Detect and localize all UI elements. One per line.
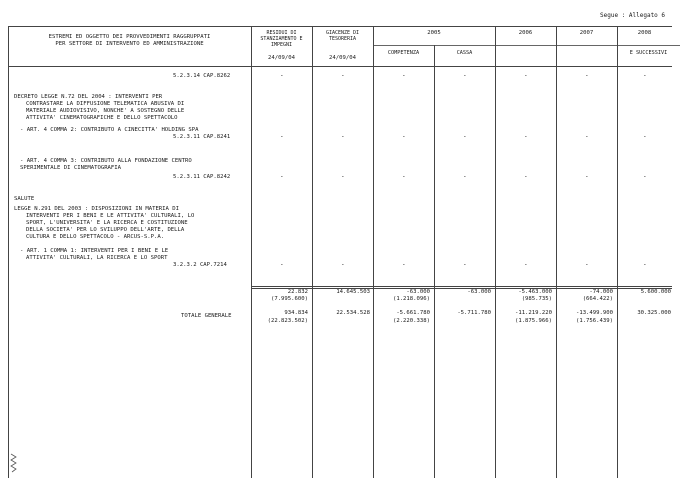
- header-giacenze-line2: TESORERIA: [328, 36, 357, 42]
- entry-legge291-line3: SPORT, L'UNIVERSITA' E LA RICERCA E COSTITUZIONE: [26, 220, 188, 226]
- entry-salute: SALUTE: [14, 196, 35, 202]
- totale-cassa: -5.711.780: [457, 310, 491, 316]
- dash-cell: -: [643, 133, 647, 140]
- header-year-2008: 2008: [637, 30, 652, 36]
- subtotal-residui-paren: (7.995.600): [270, 296, 308, 302]
- totale-label: TOTALE GENERALE: [181, 313, 232, 319]
- entry-legge291-line4: DELLA SOCIETA' PER LO SVILUPPO DELL'ARTE, DELLA: [26, 227, 185, 233]
- dash-cell: -: [463, 173, 467, 180]
- totale-2006: -11.219.220: [514, 310, 552, 316]
- dash-cell: -: [463, 72, 467, 79]
- totale-2006-paren: (1.875.966): [514, 318, 552, 324]
- entry-decreto-line3: MATERIALE AUDIOVISIVO, NONCHE' A SOSTEGNO DELLE: [26, 108, 185, 114]
- header-year-2005: 2005: [427, 30, 441, 36]
- subtotal-competenza-paren: (1.218.096): [392, 296, 430, 302]
- subtotal-2007-paren: (664.422): [582, 296, 613, 302]
- dash-cell: -: [402, 173, 406, 180]
- dash-cell: -: [585, 261, 589, 268]
- header-giacenze-date: 24/09/04: [329, 55, 356, 61]
- entry-art1-comma1-line2: ATTIVITA' CULTURALI, LA RICERCA E LO SPORT: [26, 255, 168, 261]
- entry-cap8262: 5.2.3.14 CAP.8262: [173, 73, 231, 79]
- header-main-line1: ESTREMI ED OGGETTO DEI PROVVEDIMENTI RAGGRUPPATI: [48, 34, 211, 40]
- entry-art4-comma3-line1: - ART. 4 COMMA 3: CONTRIBUTO ALLA FONDAZIONE CENTRO: [20, 158, 192, 164]
- subtotal-2007: -74.000: [589, 289, 613, 295]
- dash-cell: -: [341, 72, 345, 79]
- header-giacenze-line1: GIACENZE DI: [325, 30, 360, 36]
- header-cassa: CASSA: [456, 50, 473, 56]
- header-year-2006: 2006: [518, 30, 533, 36]
- dash-cell: -: [463, 133, 467, 140]
- dash-cell: -: [280, 133, 284, 140]
- totale-competenza-paren: (2.220.338): [392, 318, 430, 324]
- dash-cell: -: [280, 173, 284, 180]
- dash-cell: -: [402, 133, 406, 140]
- entry-decreto-line1: DECRETO LEGGE N.72 DEL 2004 : INTERVENTI PER: [14, 94, 163, 100]
- dash-cell: -: [341, 133, 345, 140]
- margin-scribble-icon: [9, 452, 19, 474]
- subtotal-giacenze: 14.645.503: [336, 289, 370, 295]
- subtotal-2006: -5.463.000: [518, 289, 552, 295]
- entry-art4-comma3-line2: SPERIMENTALE DI CINEMATOGRAFIA: [20, 165, 122, 171]
- entry-legge291-line2: INTERVENTI PER I BENI E LE ATTIVITA' CULTURALI, LO: [26, 213, 195, 219]
- header-e-successivi: E SUCCESSIVI: [629, 50, 668, 56]
- header-main-line2: PER SETTORE DI INTERVENTO ED AMMINISTRAZIONE: [55, 41, 204, 47]
- subtotal-cassa: -63.000: [467, 289, 491, 295]
- entry-cap8241: 5.2.3.11 CAP.8241: [173, 134, 231, 140]
- top-note: Segue : Allegato 6: [600, 12, 666, 19]
- dash-cell: -: [463, 261, 467, 268]
- dash-cell: -: [341, 261, 345, 268]
- entry-decreto-line2: CONTRASTARE LA DIFFUSIONE TELEMATICA ABUSIVA DI: [26, 101, 185, 107]
- dash-cell: -: [524, 173, 528, 180]
- totale-residui-paren: (22.823.502): [267, 318, 308, 324]
- entry-cap8242: 5.2.3.11 CAP.8242: [173, 174, 231, 180]
- dash-cell: -: [402, 261, 406, 268]
- totale-2007: -13.499.900: [575, 310, 613, 316]
- entry-cap7214: 3.2.3.2 CAP.7214: [173, 262, 227, 268]
- totale-competenza: -5.661.780: [396, 310, 430, 316]
- subtotal-2008: 5.600.000: [640, 289, 671, 295]
- header-competenza: COMPETENZA: [387, 50, 420, 56]
- totale-2008: 30.325.000: [637, 310, 671, 316]
- header-residui-line2: STANZIAMENTO E: [260, 36, 303, 42]
- entry-art1-comma1-line1: - ART. 1 COMMA 1: INTERVENTI PER I BENI E LE: [20, 248, 169, 254]
- totale-residui: 934.834: [284, 310, 308, 316]
- totale-giacenze: 22.534.528: [336, 310, 370, 316]
- dash-cell: -: [402, 72, 406, 79]
- subtotal-competenza: -63.000: [406, 289, 430, 295]
- dash-cell: -: [585, 173, 589, 180]
- entry-legge291-line5: CULTURA E DELLO SPETTACOLO - ARCUS-S.P.A.: [26, 234, 165, 240]
- dash-cell: -: [585, 72, 589, 79]
- dash-cell: -: [341, 173, 345, 180]
- subtotal-residui: 22.832: [287, 289, 308, 295]
- header-residui-line1: RESIDUI DI: [266, 30, 297, 36]
- dash-cell: -: [280, 261, 284, 268]
- totale-2007-paren: (1.756.439): [575, 318, 613, 324]
- entry-decreto-line4: ATTIVITA' CINEMATOGRAFICHE E DELLO SPETTACOLO: [26, 115, 178, 121]
- dash-cell: -: [524, 261, 528, 268]
- dash-cell: -: [643, 261, 647, 268]
- dash-cell: -: [280, 72, 284, 79]
- dash-cell: -: [524, 72, 528, 79]
- subtotal-2006-paren: (985.735): [521, 296, 552, 302]
- dash-cell: -: [585, 133, 589, 140]
- dash-cell: -: [643, 72, 647, 79]
- header-year-2007: 2007: [579, 30, 594, 36]
- entry-legge291-line1: LEGGE N.291 DEL 2003 : DISPOSIZIONI IN MATERIA DI: [14, 206, 180, 212]
- dash-cell: -: [643, 173, 647, 180]
- dash-cell: -: [524, 133, 528, 140]
- entry-art4-comma2: - ART. 4 COMMA 2: CONTRIBUTO A CINECITTA' HOLDING SPA: [20, 127, 199, 133]
- header-residui-date: 24/09/04: [268, 55, 295, 61]
- header-residui-line3: IMPEGNI: [270, 42, 293, 48]
